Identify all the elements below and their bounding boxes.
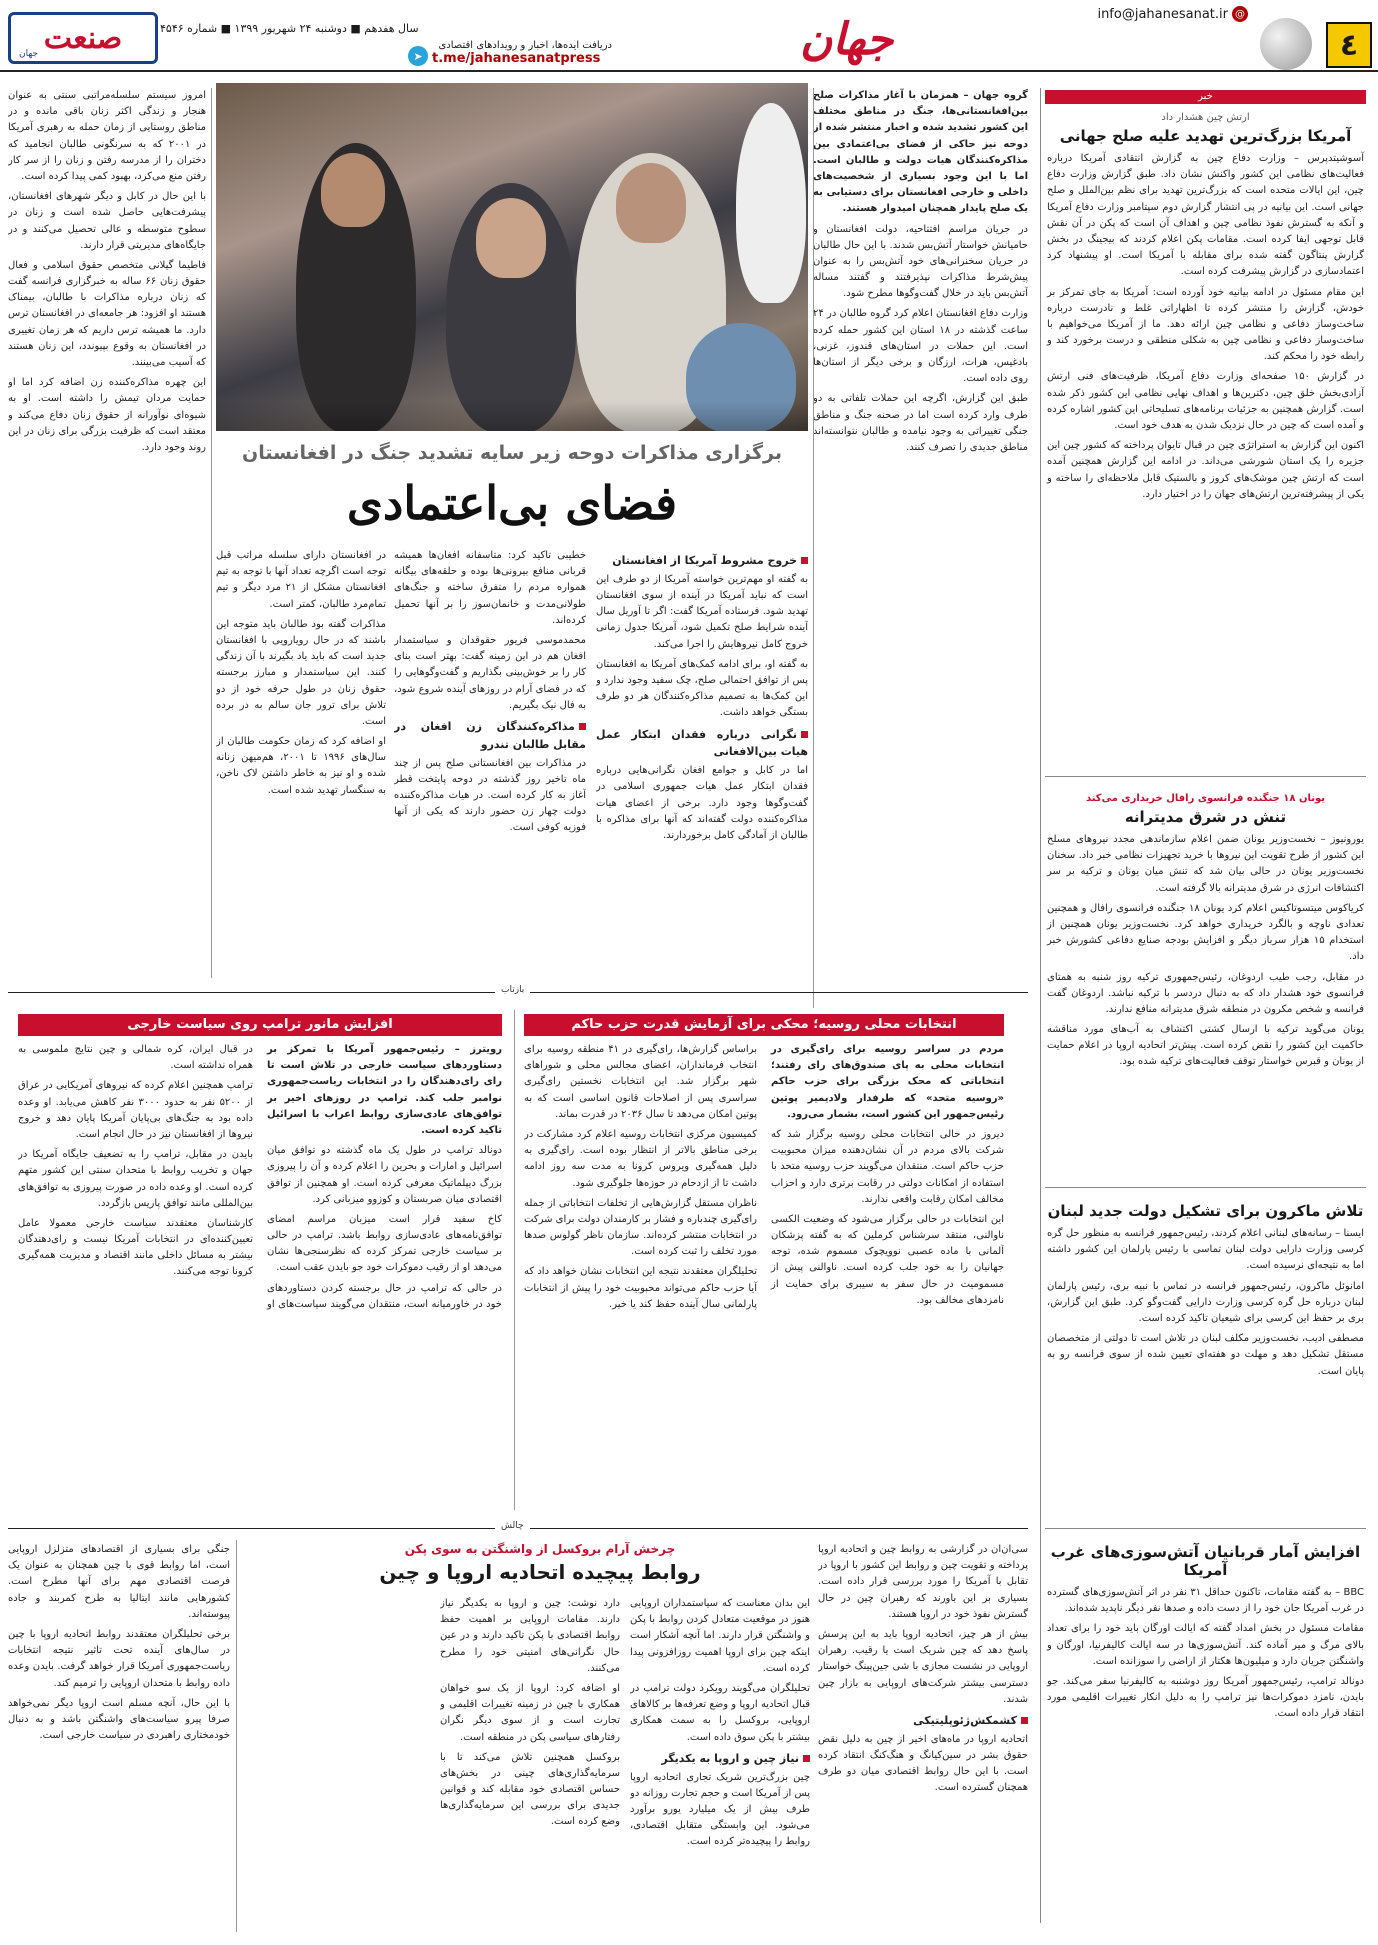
story-title: تنش در شرق مدیترانه	[1124, 808, 1287, 826]
column-rule	[813, 88, 814, 1008]
story-paragraph: دونالد ترامپ در طول یک ماه گذشته دو توافق میان اسرائیل و امارات و بحرین را اعلام کرده و آن را پیروزی بزرگ دیپلماتیک معرفی کرده است. او همچنین از توافق اقتصادی میان صربستان و کوزوو میزبانی کرد.	[267, 1145, 502, 1205]
story-paragraph: با این حال در کابل و دیگر شهرهای افغانستان، پیشرفت‌هایی حاصل شده است و زنان در سطوح متوسطه و عالی تحصیل می‌کنند و در جایگاه‌های مدیریتی قرار دارند.	[8, 191, 206, 251]
sidebar-story-china	[1041, 106, 1370, 766]
story-paragraph: او اضافه کرد: اروپا از یک سو خواهان همکاری با چین در زمینه تغییرات اقلیمی و تجارت است و از سوی دیگر نگران رفتارهای سیاسی پکن در منطقه است.	[440, 1682, 620, 1743]
trump-story-body	[18, 1042, 502, 1512]
story-paragraph: ترامپ همچنین اعلام کرده که نیروهای آمریکایی در عراق از ۵۲۰۰ نفر به حدود ۳۰۰۰ نفر کاهش می‌یابد. او وعده داده بود به جنگ‌های بی‌پایان آمریکا پایان دهد و خروج نیروها از افغانستان نیز در حال انجام است.	[18, 1080, 253, 1140]
story-paragraph: چین بزرگ‌ترین شریک تجاری اتحادیه اروپا پس از آمریکا است و حجم تجارت روزانه دو طرف بیش از یک میلیارد یورو برآورد می‌شود. این وابستگی متقابل اقتصادی، روابط را پیچیده‌تر کرده است.	[630, 1771, 810, 1848]
story-kicker: یونان ۱۸ جنگنده فرانسوی رافال خریداری می‌کند	[1085, 793, 1326, 804]
story-paragraph: به گفته او مهم‌ترین خواسته آمریکا از دو طرف این است که نباید آمریکا در آینده از سوی افغانستان تهدید شود. فرستاده آمریکا گفت: اگر تا آوریل سال آینده شرایط صلح تکمیل شود، آمریکا جدول زمانی خروج کامل نیروهایش را اجرا می‌کند.	[596, 573, 808, 650]
russia-story-body	[524, 1042, 1004, 1512]
feature-column-left	[216, 548, 386, 978]
photo-figure	[616, 163, 686, 243]
china-column-2	[630, 1596, 810, 1932]
feature-column-mid	[596, 548, 808, 978]
telegram-link[interactable]: t.me/jahanesanatpress	[432, 51, 601, 66]
story-paragraph: دارد نوشت: چین و اروپا به یکدیگر نیاز دارند. مقامات اروپایی بر اهمیت حفظ روابط اقتصادی با پکن تاکید دارند و در عین حال نگرانی‌های امنیتی خود را مطرح می‌کنند.	[440, 1598, 620, 1674]
feature-column-mid2	[394, 548, 586, 978]
china-column-3	[440, 1596, 620, 1932]
column-rule	[236, 1540, 237, 1932]
story-paragraph: بیش از هر چیز، اتحادیه اروپا باید به این پرسش پاسخ دهد که چین شریک است یا رقیب. رهبران اروپایی در نشست مجازی با شی جین‌پینگ خواستار دسترسی بیشتر شرکت‌های اروپایی به بازار چین شدند.	[818, 1628, 1028, 1705]
story-paragraph: این مقام مسئول در ادامه بیانیه خود آورده است: آمریکا به جای تمرکز بر خودش، گزارش را منتشر کرده تا اظهاراتی غلط و نادرست درباره ساخت‌وساز دفاعی و نظامی چین ارائه دهد. ما از آمریکا می‌خواهیم با ساخت‌وساز دفاعی و نظامی چین به شکلی منطقی و درست برخورد کند و رابطه خود را محکم کند.	[1047, 286, 1364, 363]
story-paragraph: به گفته او، برای ادامه کمک‌های آمریکا به افغانستان پس از توافق احتمالی صلح، چک سفید وجود ندارد و این کمک‌ها به تصمیم مذاکره‌کنندگان هر دو طرف بستگی خواهد داشت.	[596, 658, 808, 719]
story-paragraph: برخی تحلیلگران معتقدند روابط اتحادیه اروپا با چین در سال‌های آینده تحت تاثیر نتیجه انتخابات ریاست‌جمهوری آمریکا قرار خواهد گرفت. بایدن وعده داده روابط با متحدان اروپایی را ترمیم کند.	[8, 1628, 230, 1689]
story-paragraph: کاخ سفید قرار است میزبان مراسم امضای توافق‌نامه‌های عادی‌سازی روابط باشد. ترامپ در حالی بر سیاست خارجی تمرکز کرده که نظرسنجی‌ها نشان می‌دهد او از رقیب دموکرات خود جو بایدن عقب است.	[267, 1213, 502, 1274]
photo-figure	[476, 198, 546, 278]
story-paragraph: ایسنا – رسانه‌های لبنانی اعلام کردند، رئیس‌جمهور فرانسه به منظور حل گره کرسی وزارت دارایی دولت لبنان تماسی با رئیس پارلمان این کشور داشته اما به نتیجه‌ای نرسیده است.	[1047, 1228, 1364, 1272]
story-paragraph: بروکسل همچنین تلاش می‌کند تا با سرمایه‌گذاری‌های چینی در بخش‌های حساس اقتصادی خود مقابله کند و قوانین جدیدی برای بررسی این سرمایه‌گذاری‌ها وضع کرده است.	[440, 1751, 620, 1828]
news-sidebar	[1040, 88, 1370, 1923]
story-paragraph: مذاکرات گفته بود طالبان باید متوجه این باشند که در حال رویارویی با افغانستان جدید است که باید یاد بگیرند با آن زندگی کنند. این سیاستمدار و مبارز برجسته حقوق زنان در طول حرفه خود از دو تلاش برای ترور جان سالم به در برده است.	[216, 618, 386, 727]
feature-headline: فضای بی‌اعتمادی	[346, 476, 678, 530]
section-label: چالش	[495, 1521, 530, 1531]
story-paragraph: اتحادیه اروپا در ماه‌های اخیر از چین به دلیل نقض حقوق بشر در سین‌کیانگ و هنگ‌کنگ انتقاد کرده است. با این حال روابط اقتصادی میان دو طرف همچنان گسترده است.	[818, 1733, 1028, 1794]
story-paragraph: در افغانستان دارای سلسله مراتب قبل توجه است اگرچه تعداد آنها با توجه به تیم افغانستان مشکل از ۲۱ مرد دیگر و تیم تمام‌مرد طالبان، کمتر است.	[216, 550, 386, 610]
sidebar-story-wildfires	[1041, 1539, 1370, 1929]
story-paragraph: دیروز در حالی انتخابات محلی روسیه برگزار شد که شرکت بالای مردم در آن نشان‌دهنده میزان محبوبیت حزب حاکم است. منتقدان می‌گویند حزب روسیه متحد با استفاده از امکانات دولتی در رقابت برتری دارد و احزاب مخالف امکان رقابت واقعی ندارند.	[771, 1128, 1004, 1205]
telegram-caption: دریافت ایده‌ها، اخبار و رویدادهای اقتصادی	[438, 40, 612, 51]
china-headline: روابط پیچیده اتحادیه اروپا و چین	[379, 1560, 701, 1584]
feature-column-far-left	[8, 88, 206, 978]
story-paragraph: این بدان معناست که سیاستمداران اروپایی هنوز در موقعیت متعادل کردن روابط با پکن و واشنگتن قرار دارند. اما آنچه آشکار است اینکه چین برای اروپا اهمیت روزافزونی پیدا کرده است.	[630, 1598, 810, 1674]
story-paragraph: یورونیوز – نخست‌وزیر یونان ضمن اعلام سازماندهی مجدد نیروهای مسلح این کشور از طرح تقویت این نیروها با خرید تجهیزات نظامی خبر داد. سخنان نخست‌وزیر یونان در حالی بیان شد که تنش میان یونان و ترکیه بر سر اکتشافات انرژی در شرق مدیترانه بالا گرفته است.	[1047, 834, 1364, 894]
story-paragraph: محمدموسی فریور حقوقدان و سیاستمدار افغان هم در این زمینه گفت: بهتر است بنای کار را بر خوش‌بینی بگذاریم و گفت‌وگوهایی را که در فضای آرام در روزهای آینده شروع شود، به فال نیک بگیریم.	[394, 634, 586, 711]
subheading: نیاز چین و اروپا به یکدیگر	[630, 1750, 810, 1768]
story-title: آمریکا بزرگ‌ترین تهدید علیه صلح جهانی	[1059, 127, 1352, 145]
story-title: تلاش ماکرون برای تشکیل دولت جدید لبنان	[1047, 1202, 1364, 1220]
photo-shade	[216, 401, 808, 431]
story-paragraph: مقامات مسئول در بخش امداد گفته که ایالت اورگان باید خود را برای تعداد بالای مرگ و میر آماده کند. آتش‌سوزی‌ها در سه ایالت کالیفرنیا، اورگان و واشنگتن جریان دارد و میلیون‌ها هکتار از اراضی را سوزانده است.	[1047, 1623, 1364, 1667]
globe-icon	[1260, 18, 1312, 70]
story-paragraph: کارشناسان معتقدند سیاست خارجی معمولا عامل تعیین‌کننده‌ای در انتخابات آمریکا نیست و رای‌دهندگان بیشتر به مسائل داخلی مانند اقتصاد و مدیریت همه‌گیری کرونا توجه می‌کنند.	[18, 1217, 253, 1278]
story-paragraph: اما در کابل و جوامع افغان نگرانی‌هایی درباره فقدان ابتکار عمل هیات جمهوری اسلامی در گفت‌وگوها وجود دارد. برخی از اعضای هیات مذاکره‌کننده دولت گفته‌اند که آنها برای مذاکره با طالبان از آمادگی کامل برخوردارند.	[596, 765, 808, 841]
story-paragraph: این چهره مذاکره‌کننده زن اضافه کرد اما او حمایت مردان تیمش را داشته است. او به شیوه‌ای نوآورانه از حقوق زنان دفاع می‌کند و معتقد است که ظرفیت بزرگی برای زنان در این روند وجود دارد.	[8, 377, 206, 453]
story-paragraph: کریاکوس میتسوتاکیس اعلام کرد یونان ۱۸ جنگنده فرانسوی رافال و همچنین تعدادی ناوچه و بالگرد خریداری خواهد کرد. نخست‌وزیر یونان همچنین از استخدام ۱۵ هزار سرباز دیگر و افزایش بودجه صنایع دفاعی کشورش خبر داد.	[1047, 902, 1365, 963]
sidebar-label: خبر	[1045, 90, 1366, 104]
sidebar-story-lebanon	[1041, 1198, 1370, 1518]
story-paragraph: اکنون این گزارش به استراتژی چین در قبال تایوان پرداخته که کشور چین این جزیره را یک استان شورشی می‌داند. در ادامه این گزارش همچنین آمده است که ارتش چین موشک‌های کروز و بالستیک قابل ملاحظه‌ای را ساخته و یکی از پیشرفته‌ترین ارتش‌های جهان را در اختیار دارد.	[1047, 440, 1364, 500]
issue-info: سال هفدهم ■ دوشنبه ۲۴ شهریور ۱۳۹۹ ■ شماره ۴۵۴۶	[160, 22, 419, 35]
subheading: مذاکره‌کنندگان زن افغان در مقابل طالبان تندرو	[394, 718, 586, 754]
china-column-1	[818, 1542, 1028, 1932]
telegram-promo[interactable]	[413, 40, 612, 66]
masthead	[0, 0, 1378, 72]
feature-photo	[216, 83, 808, 431]
logo-text: صنعت	[43, 20, 123, 56]
story-paragraph: در مذاکرات بین افغانستانی صلح پس از چند ماه تاخیر روز گذشته در دوحه پایتخت قطر آغاز به کار کرده است. در هیات مذاکره‌کننده دولت چهار زن حضور دارند که یکی از آنها فوزیه کوفی است.	[394, 757, 586, 834]
feature-intro-column	[813, 88, 1028, 1008]
story-paragraph: در حالی که ترامپ در حال برجسته کردن دستاوردهای خود در خاورمیانه است، منتقدان می‌گویند سیاست‌های او در قبال ایران، کره شمالی و چین نتایج ملموسی به همراه نداشته است.	[18, 1044, 502, 1310]
story-paragraph: طبق این گزارش، اگرچه این حملات تلفاتی به دو طرف وارد کرده است اما در صحنه جنگ و مناطق جنگی تغییراتی به وجود نیامده و طالبان نتوانسته‌اند مناطق جدیدی را تصرف کنند.	[813, 393, 1028, 453]
story-paragraph: رویترز – رئیس‌جمهور آمریکا با تمرکز بر دستاوردهای سیاست خارجی در تلاش است تا رای رای‌دهندگان را در انتخابات ریاست‌جمهوری نوامبر جلب کند. ترامپ در روزهای اخیر بر توافق‌های عادی‌سازی روابط اعراب با اسرائیل تاکید کرده است.	[267, 1044, 502, 1136]
story-paragraph: امروز سیستم سلسله‌مراتبی سنتی به عنوان هنجار و زندگی اکثر زنان باقی مانده و در مناطق روستایی از زمان حمله به رهبری آمریکا در ۲۰۰۱ که به سرنگونی طالبان انجامید که دختران را از مدرسه رفتن و زنان را از سر کار رفتن منع می‌کرد، بهبود کمی پیدا کرده است.	[8, 90, 206, 182]
divider	[1045, 776, 1366, 777]
newspaper-logo	[8, 12, 158, 64]
box-headline: افزایش مانور ترامپ روی سیاست خارجی	[18, 1014, 502, 1036]
sidebar-story-greece	[1041, 787, 1370, 1177]
story-paragraph: بایدن در مقابل، ترامپ را به تضعیف جایگاه آمریکا در جهان و تخریب روابط با متحدان سنتی این کشور متهم کرده است. او وعده داده در صورت پیروزی به توافق‌های بین‌المللی مانند توافق پاریس بازگردد.	[18, 1149, 253, 1209]
logo-subtitle: جهان	[19, 49, 39, 59]
story-kicker: ارتش چین هشدار داد	[1161, 112, 1250, 123]
section-title: جهان	[800, 14, 894, 65]
subheading: کشمکش‌ژئوپلیتیکی	[818, 1712, 1028, 1730]
story-paragraph: امانوئل ماکرون، رئیس‌جمهور فرانسه در تماس با نبیه بری، رئیس پارلمان لبنان درباره حل گره کرسی وزارت دارایی گفت‌وگو کرد. طبق این گزارش، بری بر حفظ این کرسی برای شیعیان تاکید کرده است.	[1047, 1280, 1364, 1324]
story-paragraph: مصطفی ادیب، نخست‌وزیر مکلف لبنان در تلاش است تا دولتی از متخصصان مستقل تشکیل دهد و مهلت دو هفته‌ای تعیین شده از سوی فرانسه رو به پایان است.	[1047, 1333, 1364, 1377]
story-paragraph: ناظران مستقل گزارش‌هایی از تخلفات انتخاباتی از جمله رای‌گیری چندباره و فشار بر کارمندان دولت برای شرکت در انتخابات منتشر کرده‌اند. سازمان ناظر گولوس صدها مورد تخلف را ثبت کرده است.	[524, 1197, 757, 1258]
column-rule	[514, 1010, 515, 1510]
china-column-4	[8, 1542, 230, 1932]
page-number: ٤	[1326, 22, 1372, 68]
story-paragraph: BBC – به گفته مقامات، تاکنون حداقل ۳۱ نفر در اثر آتش‌سوزی‌های گسترده در غرب آمریکا جان خود را از دست داده و صدها نفر دیگر ناپدید شده‌اند.	[1047, 1587, 1365, 1615]
email-link[interactable]	[1097, 6, 1248, 22]
china-kicker: چرخش آرام بروکسل از واشنگتن به سوی پکن	[404, 1542, 676, 1556]
story-paragraph: سی‌ان‌ان در گزارشی به روابط چین و اتحادیه اروپا پرداخته و تقویت چین و روابط این کشور با اروپا در تقابل با آمریکا را مورد بررسی قرار داده است. بسیاری بر این باورند که رهبران چین در حال گسترش نفوذ خود در اروپا هستند.	[818, 1544, 1028, 1620]
story-title: افزایش آمار قربانیان آتش‌سوزی‌های غرب آمریکا	[1050, 1543, 1361, 1579]
story-paragraph: فاطیما گیلانی متخصص حقوق اسلامی و فعال حقوق زنان ۶۶ ساله به خبرگزاری فرانسه گفت که زنان درباره مذاکرات با طالبان، بیمناک هستند او افزود: هر جامعه‌ای در افغانستان ترس دارد. ما همیشه ترس داریم که هر زمان تغییری در افغانستان به وقوع بپیوندد، این زنان هستند که آسیب می‌بینند.	[8, 259, 206, 368]
story-paragraph: وزارت دفاع افغانستان اعلام کرد گروه طالبان در ۲۴ ساعت گذشته در ۱۸ استان این کشور حمله کرده است. این حملات در استان‌های قندوز، غزنی، بادغیس، هرات، ارزگان و برخی دیگر از استان‌ها روی داده است.	[813, 308, 1028, 385]
box-headline: انتخابات محلی روسیه؛ محکی برای آزمایش قدرت حزب حاکم	[524, 1014, 1004, 1036]
subheading: نگرانی درباره فقدان ابتکار عمل هیات بین‌الافغانی	[596, 726, 808, 762]
telegram-icon: ➤	[408, 46, 428, 66]
story-paragraph: تحلیلگران معتقدند نتیجه این انتخابات نشان خواهد داد که آیا حزب حاکم می‌تواند محبوبیت خود را پیش از انتخابات پارلمانی سال آینده حفظ کند یا خیر.	[524, 1266, 757, 1310]
divider	[1045, 1528, 1366, 1529]
story-paragraph: مردم در سراسر روسیه برای رای‌گیری در انتخابات محلی به پای صندوق‌های رای رفتند؛ انتخاباتی که محک بزرگی برای حزب حاکم «روسیه متحد» که طرفدار ولادیمیر پوتین رئیس‌جمهور این کشور است، بشمار می‌رود.	[771, 1044, 1004, 1120]
email-icon: @	[1232, 6, 1248, 22]
story-paragraph: در مقابل، رجب طیب اردوغان، رئیس‌جمهوری ترکیه روز شنبه به همتای فرانسوی خود هشدار داد که به دنبال دردسر با ترکیه نباشد. اردوغان گفت فرانسه و شخص مکرون در منطقه شرق مدیترانه منافع ندارند.	[1047, 971, 1364, 1015]
story-paragraph: در گزارش ۱۵۰ صفحه‌ای وزارت دفاع آمریکا، ظرفیت‌های فنی ارتش آزادی‌بخش خلق چین، دکترین‌ها و اهداف نهایی نظامی این کشور ذکر شده است. گزارش همچنین به جزئیات برنامه‌های تسلیحاتی این کشور اشاره کرده و آمده است که چین در حال نزدیک شدن به هدف خود است.	[1047, 371, 1364, 431]
story-paragraph: این انتخابات در حالی برگزار می‌شود که وضعیت الکسی ناوالنی، منتقد سرشناس کرملین که به گفته پزشکان آلمانی با ماده عصبی نوویچوک مسموم شده، توجه جهانیان را به خود جلب کرده است. ناوالنی پیش از مسمومیت در حال سفر به سیبری برای حمایت از نامزدهای مخالف بود.	[771, 1213, 1004, 1306]
email-text: info@jahanesanat.ir	[1097, 6, 1228, 22]
photo-figure	[321, 153, 385, 227]
story-paragraph: براساس گزارش‌ها، رای‌گیری در ۴۱ منطقه روسیه برای انتخاب فرمانداران، اعضای مجالس محلی و شوراهای شهر برگزار شد. این انتخابات نخستین رای‌گیری سراسری پس از اصلاحات قانون اساسی است که به پوتین امکان می‌دهد تا سال ۲۰۳۶ در قدرت بماند.	[524, 1044, 757, 1120]
story-paragraph: آسوشیتدپرس – وزارت دفاع چین به گزارش انتقادی آمریکا درباره فعالیت‌های نظامی این کشور واکنش نشان داد. طبق گزارش وزارت دفاع چین، این ایالات متحده است که بزرگ‌ترین تهدید برای نظم بین‌الملل و صلح جهانی است. این بیانیه در پی انتشار گزارش دوم سپتامبر وزارت دفاع آمریکا و آنکه به گسترش نفوذ نظامی چین و اهداف آن است که پکن در آن نقش قابل توجهی ایفا کرده است. مقامات پکن اعلام کردند که بیجینگ در بخش گزارش پنتاگون گفته شده برای مقابله با آمریکا است. او پیشنهاد کرد اعتمادسازی در گزارش پیشرفت کرده است.	[1047, 153, 1364, 278]
photo-figure	[736, 103, 806, 303]
story-paragraph: او اضافه کرد که زمان حکومت طالبان از سال‌های ۱۹۹۶ تا ۲۰۰۱، هم‌میهن زنانه شده و او نیز به خاطر داشتن لاک ناخن، به سنگسار تهدید شده است.	[216, 736, 386, 796]
story-paragraph: گروه جهان – همزمان با آغاز مذاکرات صلح بین‌افغانستانی‌ها، جنگ در مناطق مختلف این کشور تشدید شده و اخبار منتشر شده از دوحه نیز حاکی از فضای بی‌اعتمادی بین مذاکره‌کنندگان هیات دولت و طالبان است. اما با این وجود بسیاری از شخصیت‌های داخلی و خارجی افغانستان برای دستیابی به یک صلح پایدار همچنان امیدوار هستند.	[813, 90, 1028, 215]
story-paragraph: تحلیلگران می‌گویند رویکرد دولت ترامپ در قبال اتحادیه اروپا و وضع تعرفه‌ها بر کالاهای اروپایی، بروکسل را به سمت همکاری بیشتر با پکن سوق داده است.	[630, 1682, 810, 1743]
story-paragraph: کمیسیون مرکزی انتخابات روسیه اعلام کرد مشارکت در برخی مناطق بالاتر از انتظار بوده است. رای‌گیری به دلیل همه‌گیری ویروس کرونا به مدت سه روز ادامه داشت تا از ازدحام در حوزه‌ها جلوگیری شود.	[524, 1128, 757, 1189]
story-paragraph: جنگی برای بسیاری از اقتصادهای متزلزل اروپایی است، اما روابط قوی با چین همچنان به عنوان یک فرصت اقتصادی مهم برای آنها مطرح است. کشورهایی مانند ایتالیا به طرح کمربند و جاده پیوسته‌اند.	[8, 1544, 230, 1620]
subheading: خروج مشروط آمریکا از افغانستان	[596, 552, 808, 570]
section-label: بازتاب	[495, 985, 530, 995]
story-paragraph: در جریان مراسم افتتاحیه، دولت افغانستان و حامیانش خواستار آتش‌بس شدند. با این حال طالبان در جریان سخنرانی‌های خود آتش‌بس را به عنوان پیش‌شرط مذاکرات نپذیرفتند و گفتند مساله آتش‌بس باید در خلال گفت‌وگوها مطرح شود.	[813, 223, 1028, 300]
story-paragraph: یونان می‌گوید ترکیه با ارسال کشتی اکتشاف به آب‌های مورد مناقشه حاکمیت این کشور را نقض کرده است. پیش‌تر اتحادیه اروپا در اعلام حمایت از یونان و قبرس خواستار توقف فعالیت‌های ترکیه شده بود.	[1047, 1024, 1364, 1068]
story-paragraph: خطیبی تاکید کرد: متاسفانه افغان‌ها همیشه قربانی منافع بیرونی‌ها بوده و حلقه‌های بیگانه همواره مردم را متفرق ساخته و جنگ‌های طولانی‌مدت و خانمان‌سوز را بر آنها تحمیل کرده‌اند.	[394, 550, 586, 626]
column-rule	[211, 88, 212, 978]
divider	[1045, 1187, 1366, 1188]
story-paragraph: دونالد ترامپ، رئیس‌جمهور آمریکا روز دوشنبه به کالیفرنیا سفر می‌کند. جو بایدن، نامزد دموکرات‌ها نیز ترامپ را به دلیل انکار تغییرات اقلیمی مورد انتقاد قرار داده است.	[1047, 1675, 1364, 1720]
feature-kicker: برگزاری مذاکرات دوحه زیر سایه تشدید جنگ در افغانستان	[241, 442, 782, 464]
story-paragraph: با این حال، آنچه مسلم است اروپا دیگر نمی‌خواهد صرفا پیرو سیاست‌های واشنگتن باشد و به دنبال خودمختاری راهبردی در سیاست خارجی است.	[8, 1697, 230, 1742]
